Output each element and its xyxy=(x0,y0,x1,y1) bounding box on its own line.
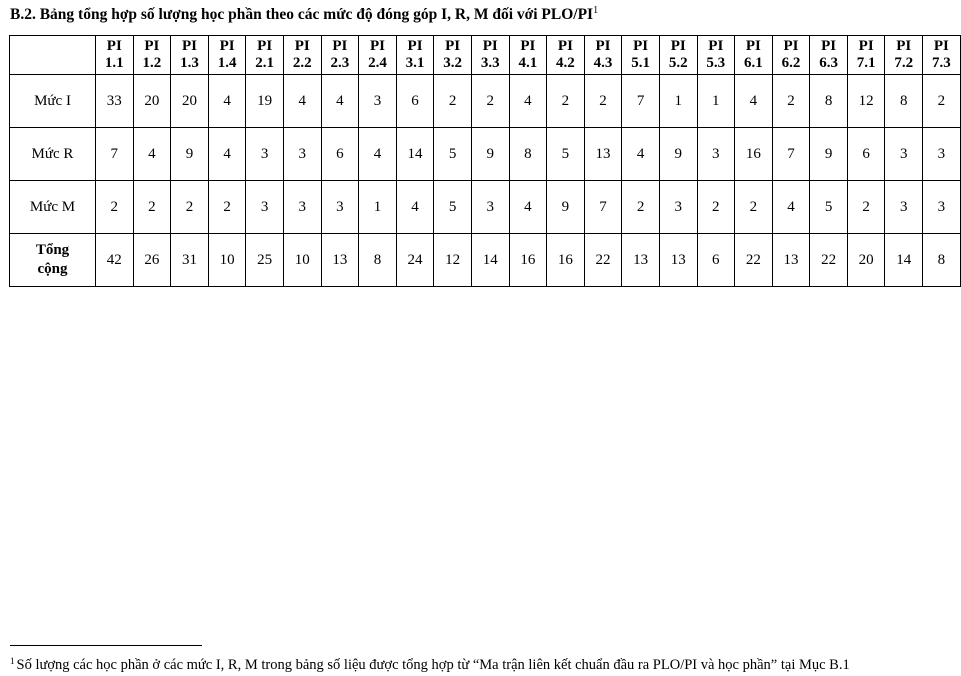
value-cell: 2 xyxy=(584,75,622,128)
column-header: PI 1.2 xyxy=(133,36,171,75)
corner-cell xyxy=(10,36,96,75)
value-cell: 3 xyxy=(659,181,697,234)
value-cell: 9 xyxy=(547,181,585,234)
table-row xyxy=(10,75,961,128)
value-cell: 2 xyxy=(547,75,585,128)
value-cell: 7 xyxy=(772,128,810,181)
value-cell: 13 xyxy=(659,234,697,287)
value-cell: 6 xyxy=(396,75,434,128)
value-cell: 31 xyxy=(171,234,209,287)
value-cell: 14 xyxy=(885,234,923,287)
column-header: PI 2.1 xyxy=(246,36,284,75)
value-cell: 8 xyxy=(923,234,961,287)
pi-summary-table xyxy=(9,35,961,287)
value-cell: 4 xyxy=(208,128,246,181)
column-header: PI 6.2 xyxy=(772,36,810,75)
column-header: PI 6.1 xyxy=(735,36,773,75)
value-cell: 5 xyxy=(434,181,472,234)
value-cell: 9 xyxy=(471,128,509,181)
column-header: PI 7.2 xyxy=(885,36,923,75)
value-cell: 8 xyxy=(359,234,397,287)
table-heading xyxy=(10,5,598,24)
value-cell: 1 xyxy=(659,75,697,128)
value-cell: 25 xyxy=(246,234,284,287)
value-cell: 2 xyxy=(471,75,509,128)
row-label: Tổng cộng xyxy=(10,234,96,287)
footnote xyxy=(10,656,850,674)
value-cell: 13 xyxy=(321,234,359,287)
value-cell: 4 xyxy=(509,75,547,128)
value-cell: 9 xyxy=(171,128,209,181)
value-cell: 13 xyxy=(584,128,622,181)
column-header: PI 6.3 xyxy=(810,36,848,75)
value-cell: 3 xyxy=(471,181,509,234)
value-cell: 12 xyxy=(434,234,472,287)
footnote-divider xyxy=(10,645,202,646)
value-cell: 3 xyxy=(246,128,284,181)
value-cell: 26 xyxy=(133,234,171,287)
column-header: PI 5.3 xyxy=(697,36,735,75)
column-header: PI 1.1 xyxy=(96,36,134,75)
table-row xyxy=(10,181,961,234)
value-cell: 3 xyxy=(283,128,321,181)
value-cell: 2 xyxy=(434,75,472,128)
value-cell: 19 xyxy=(246,75,284,128)
value-cell: 9 xyxy=(659,128,697,181)
value-cell: 33 xyxy=(96,75,134,128)
value-cell: 20 xyxy=(133,75,171,128)
value-cell: 3 xyxy=(923,128,961,181)
value-cell: 2 xyxy=(622,181,660,234)
value-cell: 42 xyxy=(96,234,134,287)
value-cell: 4 xyxy=(622,128,660,181)
value-cell: 2 xyxy=(133,181,171,234)
value-cell: 3 xyxy=(283,181,321,234)
value-cell: 2 xyxy=(735,181,773,234)
value-cell: 3 xyxy=(697,128,735,181)
value-cell: 1 xyxy=(697,75,735,128)
value-cell: 3 xyxy=(885,128,923,181)
value-cell: 16 xyxy=(735,128,773,181)
column-header: PI 2.4 xyxy=(359,36,397,75)
value-cell: 2 xyxy=(96,181,134,234)
value-cell: 4 xyxy=(283,75,321,128)
column-header: PI 5.2 xyxy=(659,36,697,75)
column-header: PI 2.2 xyxy=(283,36,321,75)
value-cell: 4 xyxy=(208,75,246,128)
value-cell: 3 xyxy=(885,181,923,234)
value-cell: 1 xyxy=(359,181,397,234)
value-cell: 20 xyxy=(847,234,885,287)
value-cell: 10 xyxy=(283,234,321,287)
value-cell: 3 xyxy=(923,181,961,234)
header-row xyxy=(10,36,961,75)
value-cell: 22 xyxy=(810,234,848,287)
value-cell: 13 xyxy=(772,234,810,287)
value-cell: 16 xyxy=(547,234,585,287)
column-header: PI 5.1 xyxy=(622,36,660,75)
column-header: PI 3.3 xyxy=(471,36,509,75)
column-header: PI 7.3 xyxy=(923,36,961,75)
value-cell: 7 xyxy=(584,181,622,234)
value-cell: 5 xyxy=(810,181,848,234)
value-cell: 8 xyxy=(509,128,547,181)
value-cell: 7 xyxy=(96,128,134,181)
value-cell: 4 xyxy=(735,75,773,128)
value-cell: 4 xyxy=(772,181,810,234)
column-header: PI 1.4 xyxy=(208,36,246,75)
value-cell: 20 xyxy=(171,75,209,128)
value-cell: 6 xyxy=(697,234,735,287)
row-label: Mức R xyxy=(10,128,96,181)
value-cell: 14 xyxy=(396,128,434,181)
value-cell: 12 xyxy=(847,75,885,128)
value-cell: 4 xyxy=(509,181,547,234)
value-cell: 8 xyxy=(810,75,848,128)
footnote-mark: 1 xyxy=(10,656,15,666)
value-cell: 3 xyxy=(359,75,397,128)
value-cell: 2 xyxy=(208,181,246,234)
value-cell: 8 xyxy=(885,75,923,128)
table-row xyxy=(10,128,961,181)
value-cell: 7 xyxy=(622,75,660,128)
value-cell: 3 xyxy=(321,181,359,234)
table-body xyxy=(10,75,961,287)
value-cell: 6 xyxy=(321,128,359,181)
value-cell: 16 xyxy=(509,234,547,287)
value-cell: 2 xyxy=(697,181,735,234)
column-header: PI 3.1 xyxy=(396,36,434,75)
value-cell: 2 xyxy=(772,75,810,128)
column-header: PI 1.3 xyxy=(171,36,209,75)
value-cell: 5 xyxy=(547,128,585,181)
value-cell: 2 xyxy=(847,181,885,234)
value-cell: 6 xyxy=(847,128,885,181)
value-cell: 4 xyxy=(321,75,359,128)
value-cell: 2 xyxy=(171,181,209,234)
value-cell: 14 xyxy=(471,234,509,287)
value-cell: 2 xyxy=(923,75,961,128)
column-header: PI 2.3 xyxy=(321,36,359,75)
value-cell: 3 xyxy=(246,181,284,234)
row-label: Mức I xyxy=(10,75,96,128)
column-header: PI 4.2 xyxy=(547,36,585,75)
value-cell: 13 xyxy=(622,234,660,287)
value-cell: 4 xyxy=(359,128,397,181)
value-cell: 24 xyxy=(396,234,434,287)
footnote-text: Số lượng các học phần ở các mức I, R, M trong bảng số liệu được tổng hợp từ “Ma trận liên kết chuẩn đầu ra PLO/PI và học phần” tại Mục B.1 xyxy=(16,657,850,673)
row-label: Mức M xyxy=(10,181,96,234)
column-header: PI 4.1 xyxy=(509,36,547,75)
value-cell: 10 xyxy=(208,234,246,287)
value-cell: 5 xyxy=(434,128,472,181)
column-header: PI 7.1 xyxy=(847,36,885,75)
heading-footnote-mark: 1 xyxy=(593,5,599,16)
value-cell: 9 xyxy=(810,128,848,181)
table-row xyxy=(10,234,961,287)
heading-text: B.2. Bảng tổng hợp số lượng học phần theo các mức độ đóng góp I, R, M đối với PLO/PI xyxy=(10,6,594,23)
value-cell: 4 xyxy=(396,181,434,234)
value-cell: 22 xyxy=(735,234,773,287)
column-header: PI 4.3 xyxy=(584,36,622,75)
column-header: PI 3.2 xyxy=(434,36,472,75)
value-cell: 4 xyxy=(133,128,171,181)
value-cell: 22 xyxy=(584,234,622,287)
